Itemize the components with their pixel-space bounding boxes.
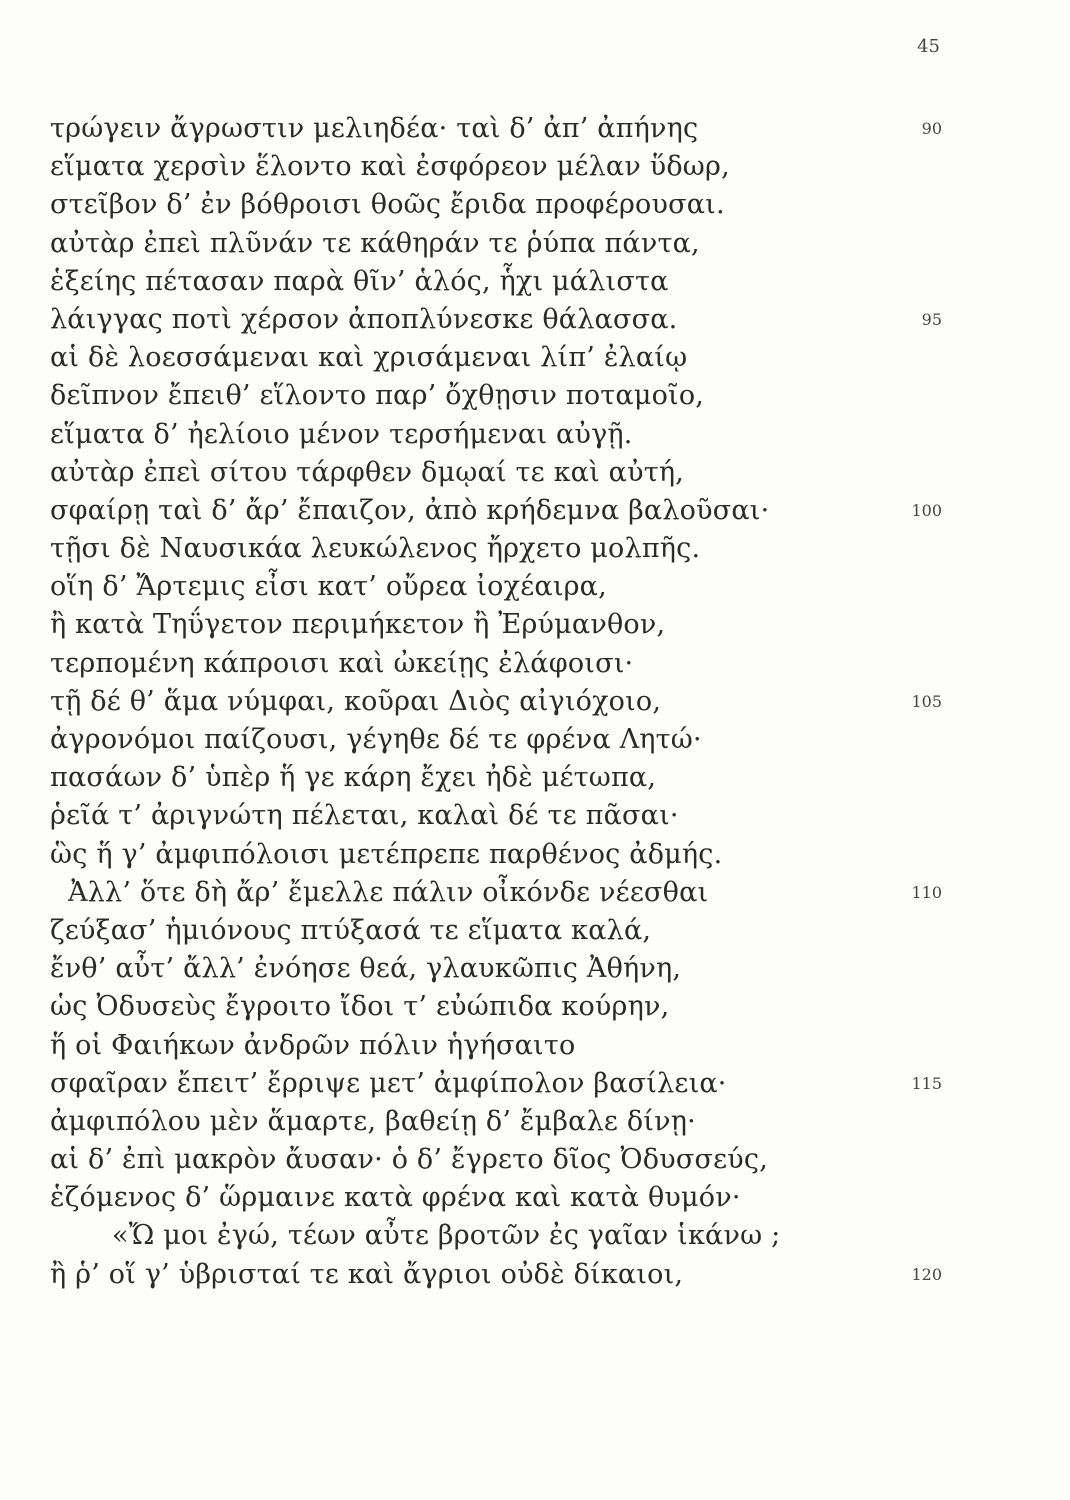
verse-line (50, 645, 950, 683)
verse-line (50, 1103, 950, 1141)
line-number: 95 (921, 309, 942, 329)
verse-text: αἱ δ’ ἐπὶ μακρὸν ἄυσαν· ὁ δ’ ἔγρετο δῖος Ὀδυσσεύς, (50, 1144, 768, 1176)
verse-line (50, 492, 950, 530)
verse-text: σφαῖραν ἔπειτ’ ἔρριψε μετ’ ἀμφίπολον βασίλεια· (50, 1067, 727, 1099)
verse-text: σφαίρῃ ταὶ δ’ ἄρ’ ἔπαιζον, ἀπὸ κρήδεμνα βαλοῦσαι· (50, 494, 770, 526)
verse-text: ἔνθ’ αὖτ’ ἄλλ’ ἐνόησε θεά, γλαυκῶπις Ἀθήνη, (50, 953, 682, 985)
verse-text: ὣς ἥ γ’ ἀμφιπόλοισι μετέπρεπε παρθένος ἀδμής. (50, 838, 723, 870)
verse-text: στεῖβον δ’ ἐν βόθροισι θοῶς ἔριδα προφέρουσαι. (50, 189, 725, 221)
line-number: 100 (911, 500, 942, 520)
verse-line (50, 683, 950, 721)
verse-line (50, 148, 950, 186)
line-number: 120 (911, 1264, 942, 1284)
verse-text: αἱ δὲ λοεσσάμεναι καὶ χρισάμεναι λίπ’ ἐλαίῳ (50, 342, 688, 374)
verse-text: τῇ δέ θ’ ἅμα νύμφαι, κοῦραι Διὸς αἰγιόχοιο, (50, 685, 662, 717)
verse-text: αὐτὰρ ἐπεὶ σίτου τάρφθεν δμῳαί τε καὶ αὐτή, (50, 456, 685, 488)
verse-text: Ἀλλ’ ὅτε δὴ ἄρ’ ἔμελλε πάλιν οἶκόνδε νέεσθαι (68, 876, 709, 908)
verse-text: ἀμφιπόλου μὲν ἅμαρτε, βαθείῃ δ’ ἔμβαλε δίνῃ· (50, 1105, 696, 1137)
verse-text: λάιγγας ποτὶ χέρσον ἀποπλύνεσκε θάλασσα. (50, 303, 678, 335)
verse-line (50, 721, 950, 759)
verse-text: πασάων δ’ ὑπὲρ ἥ γε κάρη ἔχει ἠδὲ μέτωπα, (50, 762, 657, 794)
verse-line (50, 301, 950, 339)
verse-text: τῇσι δὲ Ναυσικάα λευκώλενος ἤρχετο μολπῆς. (50, 533, 701, 565)
page-number: 45 (917, 36, 940, 57)
verse-line (50, 225, 950, 263)
verse-block (50, 110, 950, 1294)
verse-line (50, 263, 950, 301)
verse-text: τερπομένη κάπροισι καὶ ὠκείῃς ἐλάφοισι· (50, 647, 634, 679)
verse-line (50, 377, 950, 415)
verse-text: ἑζόμενος δ’ ὥρμαινε κατὰ φρένα καὶ κατὰ θυμόν· (50, 1182, 741, 1214)
verse-line (50, 530, 950, 568)
verse-line (50, 339, 950, 377)
line-number: 105 (911, 691, 942, 711)
verse-text: ῥεῖά τ’ ἀριγνώτη πέλεται, καλαὶ δέ τε πᾶσαι· (50, 800, 679, 832)
line-number: 115 (911, 1073, 942, 1093)
verse-text: ἥ οἱ Φαιήκων ἀνδρῶν πόλιν ἡγήσαιτο (50, 1029, 576, 1061)
verse-line (50, 1027, 950, 1065)
verse-line (50, 1065, 950, 1103)
verse-line (50, 759, 950, 797)
verse-line (50, 797, 950, 835)
verse-line (50, 110, 950, 148)
verse-line (50, 568, 950, 606)
verse-line (50, 836, 950, 874)
verse-text: δεῖπνον ἔπειθ’ εἵλοντο παρ’ ὄχθῃσιν ποταμοῖο, (50, 380, 705, 412)
verse-text: οἵη δ’ Ἄρτεμις εἶσι κατ’ οὔρεα ἰοχέαιρα, (50, 571, 607, 603)
verse-line (50, 606, 950, 644)
verse-text: «Ὤ μοι ἐγώ, τέων αὖτε βροτῶν ἐς γαῖαν ἱκάνω ; (112, 1220, 781, 1252)
verse-text: ὡς Ὀδυσεὺς ἔγροιτο ἴδοι τ’ εὐώπιδα κούρην, (50, 991, 670, 1023)
verse-text: ἑξείης πέτασαν παρὰ θῖν’ ἁλός, ἧχι μάλιστα (50, 265, 669, 297)
line-number: 90 (921, 119, 942, 138)
verse-text: εἵματα δ’ ἠελίοιο μένον τερσήμεναι αὐγῇ. (50, 418, 633, 450)
verse-text: ἢ ῥ’ οἵ γ’ ὑβρισταί τε καὶ ἄγριοι οὐδὲ δίκαιοι, (50, 1258, 684, 1290)
verse-line (50, 416, 950, 454)
verse-line (50, 454, 950, 492)
verse-text: αὐτὰρ ἐπεὶ πλῦνάν τε κάθηράν τε ῥύπα πάντα, (50, 227, 700, 259)
verse-line (50, 950, 950, 988)
verse-line (50, 988, 950, 1026)
verse-line (50, 874, 950, 912)
line-number: 110 (911, 882, 942, 902)
verse-text: ζεύξασ’ ἡμιόνους πτύξασά τε εἵματα καλά, (50, 914, 652, 946)
verse-text: ἀγρονόμοι παίζουσι, γέγηθε δέ τε φρένα Λητώ· (50, 724, 702, 755)
verse-line (50, 1256, 950, 1294)
verse-line (50, 186, 950, 224)
verse-line (50, 1141, 950, 1179)
verse-line (50, 1217, 950, 1255)
verse-line (50, 1179, 950, 1217)
verse-text: εἵματα χερσὶν ἕλοντο καὶ ἐσφόρεον μέλαν ὕδωρ, (50, 151, 730, 183)
verse-text: τρώγειν ἄγρωστιν μελιηδέα· ταὶ δ’ ἀπ’ ἀπήνης (50, 113, 699, 144)
verse-text: ἢ κατὰ Τηΰγετον περιμήκετον ἢ Ἐρύμανθον, (50, 609, 666, 641)
verse-line (50, 912, 950, 950)
